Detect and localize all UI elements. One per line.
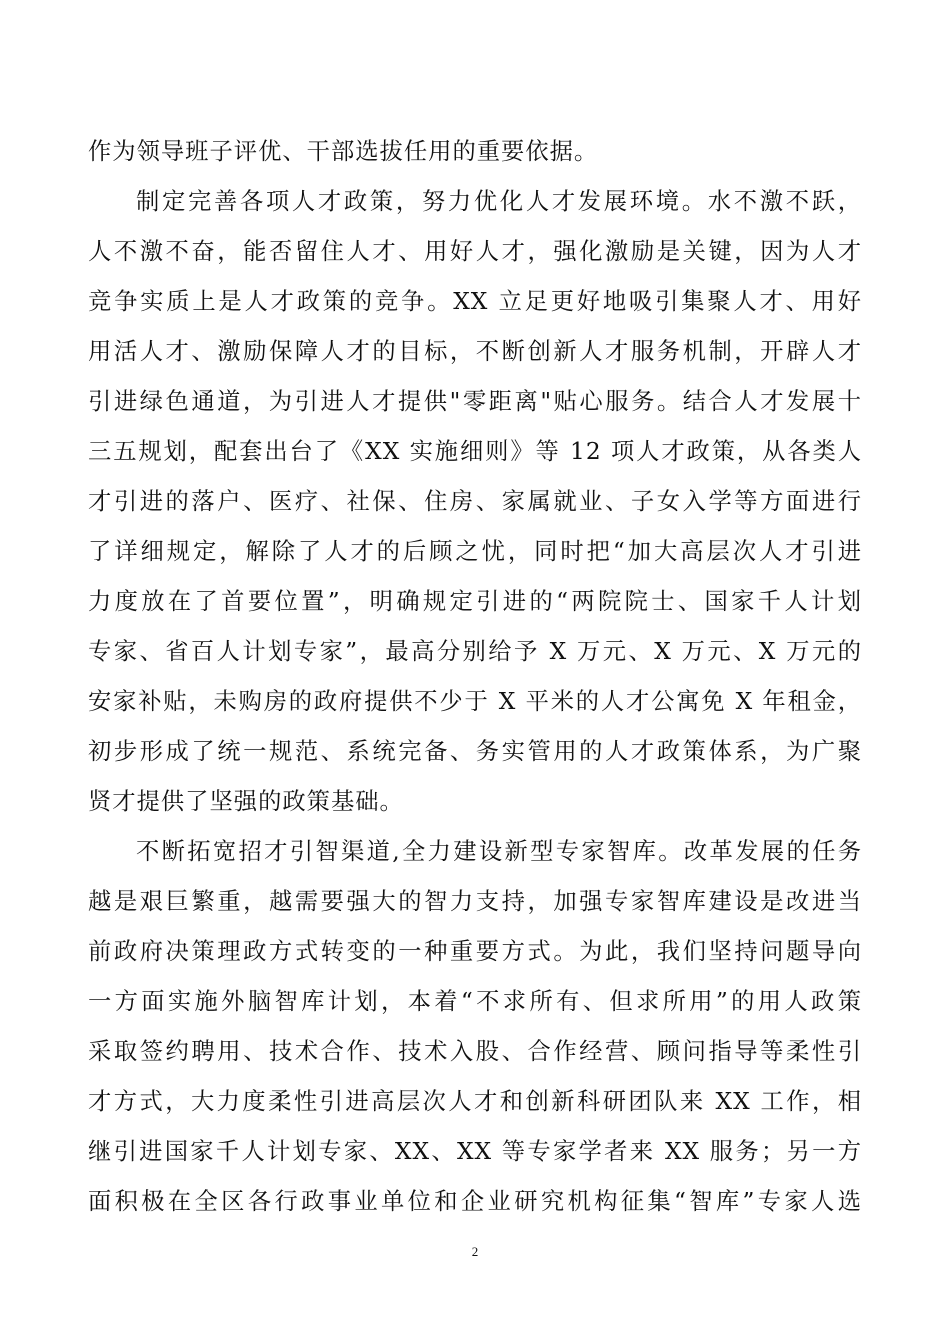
text-line: 人不激不奋，能否留住人才、用好人才，强化激励是关键，因为人才 (88, 238, 862, 265)
text-line: 采取签约聘用、技术合作、技术入股、合作经营、顾问指导等柔性引 (88, 1038, 862, 1065)
text-line: 越是艰巨繁重，越需要强大的智力支持，加强专家智库建设是改进当 (88, 888, 862, 915)
text-line: 引进绿色通道，为引进人才提供"零距离"贴心服务。结合人才发展十 (88, 388, 862, 415)
text-line: 制定完善各项人才政策，努力优化人才发展环境。水不激不跃， (136, 188, 862, 215)
paragraph-1 (88, 127, 862, 177)
text-line: 初步形成了统一规范、系统完备、务实管用的人才政策体系，为广聚 (88, 738, 862, 765)
text-line: 用活人才、激励保障人才的目标，不断创新人才服务机制，开辟人才 (88, 338, 862, 365)
body-text (88, 127, 862, 1227)
text-line: 才引进的落户、医疗、社保、住房、家属就业、子女入学等方面进行 (88, 488, 862, 515)
text-line: 力度放在了首要位置”，明确规定引进的“两院院士、国家千人计划 (88, 588, 862, 615)
page-number: 2 (471, 1244, 479, 1259)
text-line: 面积极在全区各行政事业单位和企业研究机构征集“智库”专家人选 (88, 1188, 862, 1215)
text-line: 贤才提供了坚强的政策基础。 (88, 788, 404, 815)
text-line: 一方面实施外脑智库计划，本着“不求所有、但求所用”的用人政策 (88, 988, 862, 1015)
paragraph-2 (88, 177, 862, 827)
text-line: 前政府决策理政方式转变的一种重要方式。为此，我们坚持问题导向 (88, 938, 862, 965)
text-line: 不断拓宽招才引智渠道,全力建设新型专家智库。改革发展的任务 (136, 838, 862, 865)
text-line: 了详细规定，解除了人才的后顾之忧，同时把“加大高层次人才引进 (88, 538, 862, 565)
text-line: 竞争实质上是人才政策的竞争。XX 立足更好地吸引集聚人才、用好 (88, 288, 862, 315)
text-line: 三五规划，配套出台了《XX 实施细则》等 12 项人才政策，从各类人 (88, 438, 862, 465)
text-line: 作为领导班子评优、干部选拔任用的重要依据。 (88, 138, 599, 165)
text-line: 安家补贴，未购房的政府提供不少于 X 平米的人才公寓免 X 年租金， (88, 688, 862, 715)
text-line: 继引进国家千人计划专家、XX、XX 等专家学者来 XX 服务；另一方 (88, 1138, 862, 1165)
paragraph-3 (88, 827, 862, 1227)
text-line: 才方式，大力度柔性引进高层次人才和创新科研团队来 XX 工作，相 (88, 1088, 862, 1115)
text-line: 专家、省百人计划专家”，最高分别给予 X 万元、X 万元、X 万元的 (88, 638, 862, 665)
